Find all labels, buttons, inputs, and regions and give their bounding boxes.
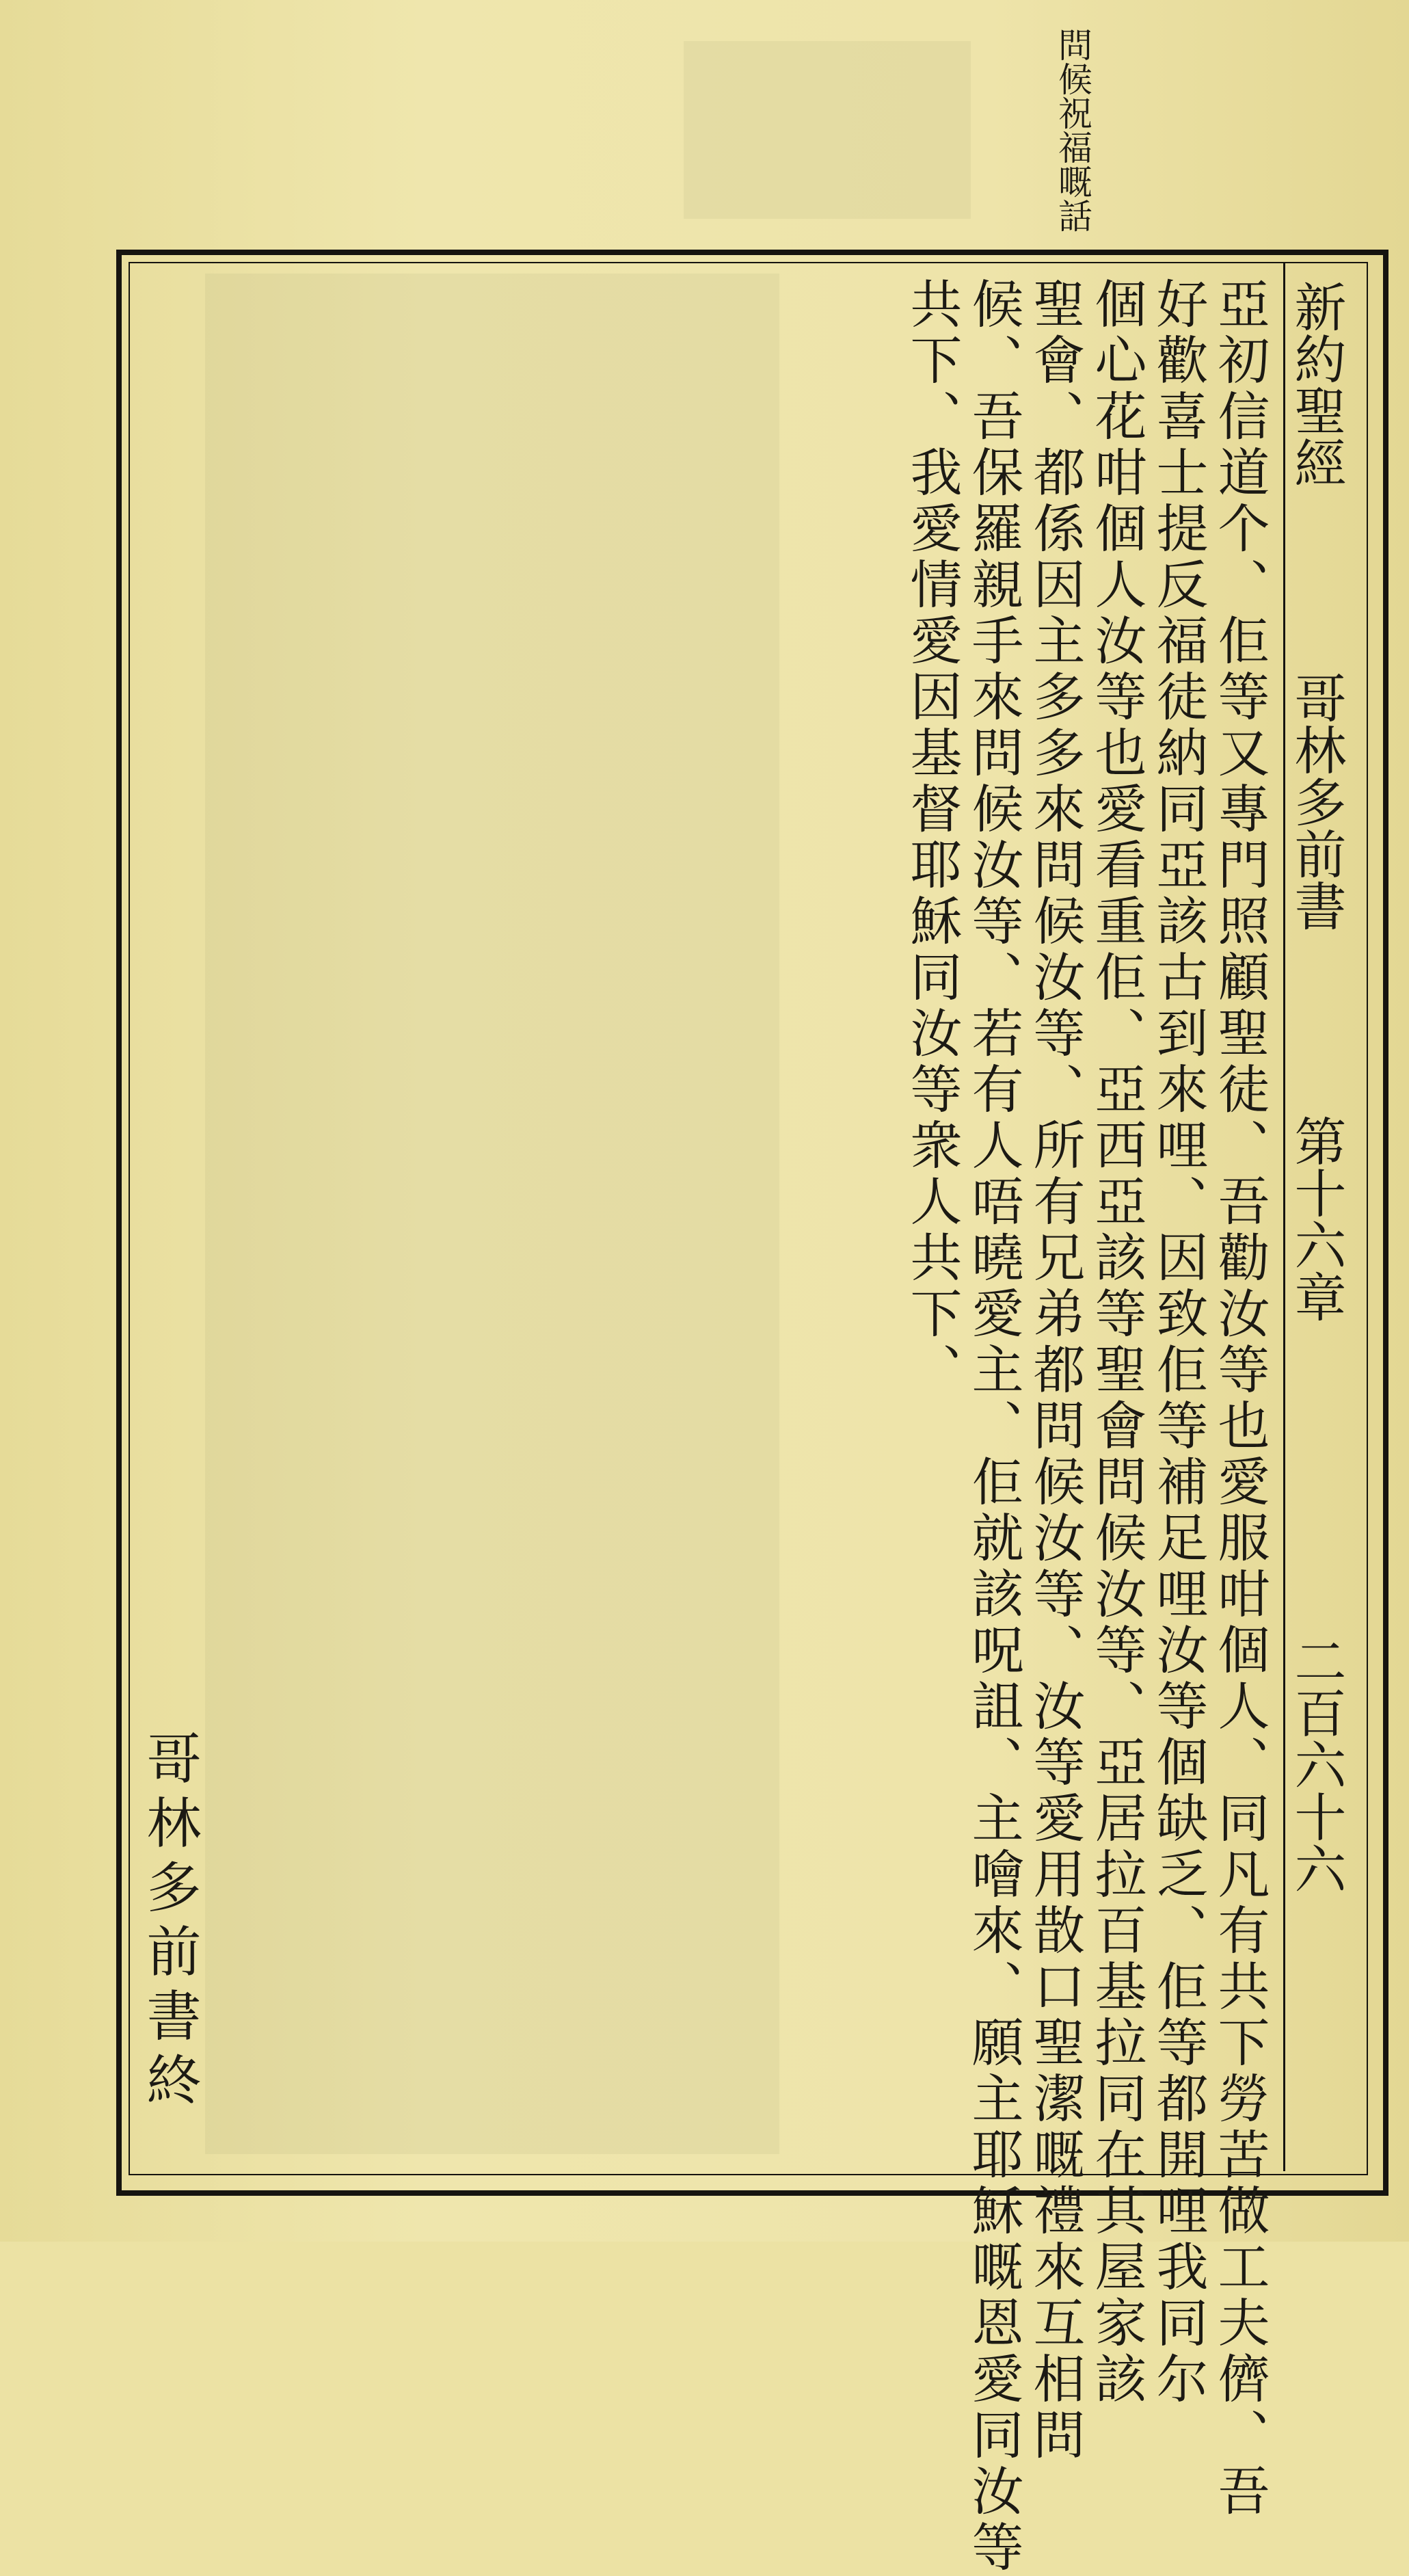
header-book: 新約聖經 bbox=[1286, 280, 1347, 488]
text-column-3: 個心花咁個人汝等也愛看重佢、亞西亞該等聖會問候汝等、亞居拉百基拉同在其屋家該 bbox=[1086, 277, 1147, 2408]
page-number: 二百六十六 bbox=[1286, 1634, 1347, 1894]
text-column-4: 聖會、都係因主多多來問候汝等、所有兄弟都問候汝等、汝等愛用㪚口聖潔嘅禮來互相問 bbox=[1025, 277, 1086, 2464]
running-header bbox=[1284, 280, 1349, 1323]
bleed-through-right bbox=[684, 41, 971, 219]
header-epistle: 哥林多前書 bbox=[1286, 672, 1347, 931]
text-column-5: 候、吾保羅親手來問候汝等、若有人唔曉愛主、佢就該呪詛、主噲來、願主耶穌嘅恩愛同汝等 bbox=[963, 277, 1024, 2576]
text-column-1: 亞初信道个、佢等又專門照顧聖徒、吾勸汝等也愛服咁個人、同凡有共下勞苦做工夫儕、吾 bbox=[1209, 277, 1270, 2520]
text-column-2: 好歡喜士提反福徒納同亞該古到來哩、因致佢等補足哩汝等個缺乏、佢等都開哩我同尔 bbox=[1148, 277, 1209, 2408]
text-column-6: 共下、我愛情愛因基督耶穌同汝等衆人共下、 bbox=[902, 277, 963, 1398]
margin-note: 問候祝福嘅話 bbox=[1053, 27, 1092, 233]
header-chapter: 第十六章 bbox=[1286, 1115, 1347, 1323]
colophon: 哥林多前書終 bbox=[137, 1730, 201, 2116]
